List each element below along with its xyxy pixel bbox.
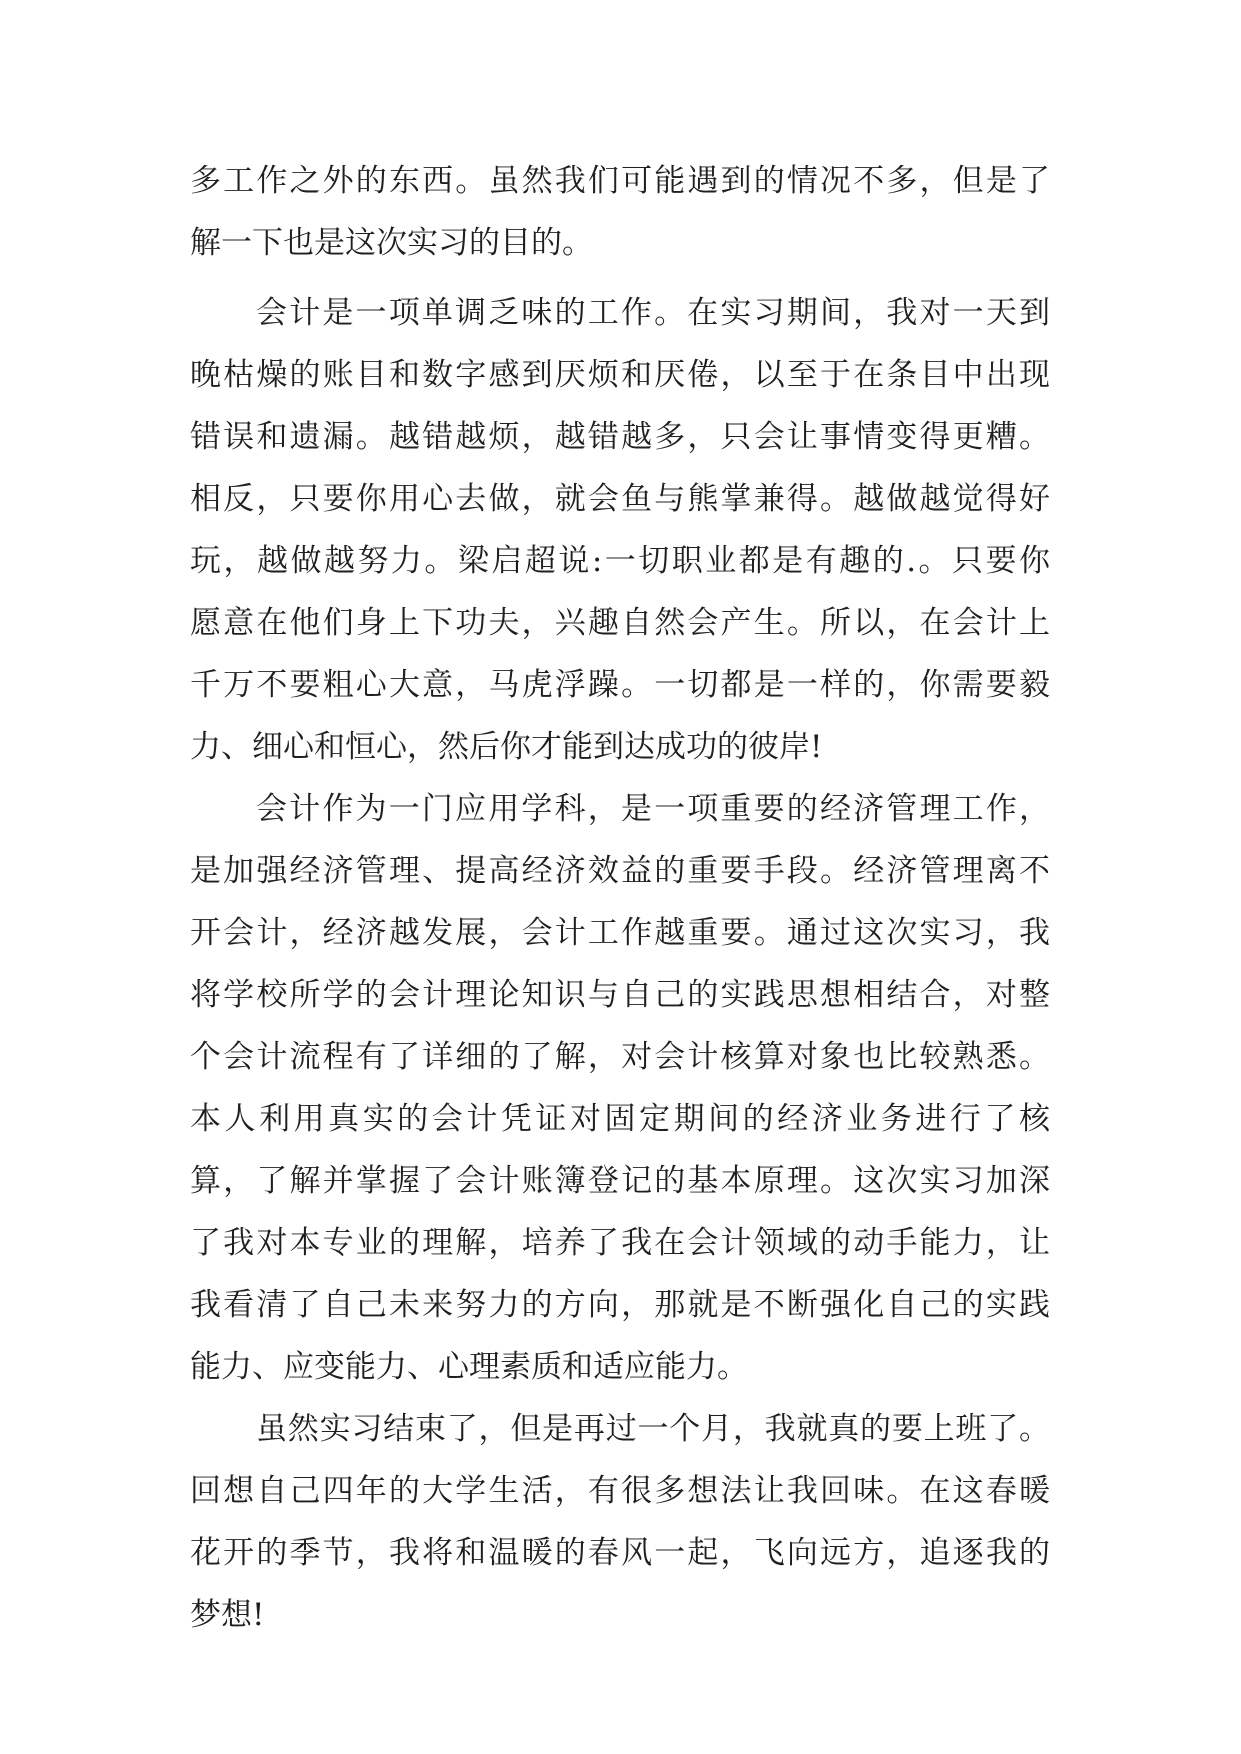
text-line: 个会计流程有了详细的了解，对会计核算对象也比较熟悉。 [190, 1039, 1050, 1075]
text-line: 相反，只要你用心去做，就会鱼与熊掌兼得。越做越觉得好 [190, 481, 1050, 517]
text-line: 回想自己四年的大学生活，有很多想法让我回味。在这春暖 [190, 1473, 1050, 1509]
text-line: 了我对本专业的理解，培养了我在会计领域的动手能力，让 [190, 1225, 1050, 1261]
text-line: 玩，越做越努力。梁启超说:一切职业都是有趣的.。只要你 [190, 543, 1050, 579]
text-line: 解一下也是这次实习的目的。 [190, 225, 593, 261]
text-line: 虽然实习结束了，但是再过一个月，我就真的要上班了。 [256, 1411, 1050, 1447]
text-line: 能力、应变能力、心理素质和适应能力。 [190, 1349, 748, 1385]
text-line: 会计作为一门应用学科，是一项重要的经济管理工作， [256, 791, 1050, 827]
text-line: 花开的季节，我将和温暖的春风一起，飞向远方，追逐我的 [190, 1535, 1050, 1571]
paragraph-1 [190, 150, 1050, 274]
text-line: 梦想! [190, 1597, 265, 1633]
text-line: 我看清了自己未来努力的方向，那就是不断强化自己的实践 [190, 1287, 1050, 1323]
text-line: 是加强经济管理、提高经济效益的重要手段。经济管理离不 [190, 853, 1050, 889]
text-line: 晚枯燥的账目和数字感到厌烦和厌倦，以至于在条目中出现 [190, 357, 1050, 393]
text-line: 力、细心和恒心，然后你才能到达成功的彼岸! [190, 729, 823, 765]
document-body [190, 150, 1050, 1646]
paragraph-3 [190, 778, 1050, 1398]
text-line: 算，了解并掌握了会计账簿登记的基本原理。这次实习加深 [190, 1163, 1050, 1199]
text-line: 多工作之外的东西。虽然我们可能遇到的情况不多，但是了 [190, 163, 1050, 199]
text-line: 将学校所学的会计理论知识与自己的实践思想相结合，对整 [190, 977, 1050, 1013]
paragraph-2 [190, 282, 1050, 778]
text-line: 会计是一项单调乏味的工作。在实习期间，我对一天到 [256, 295, 1050, 331]
text-line: 千万不要粗心大意，马虎浮躁。一切都是一样的，你需要毅 [190, 667, 1050, 703]
text-line: 错误和遗漏。越错越烦，越错越多，只会让事情变得更糟。 [190, 419, 1050, 455]
text-line: 开会计，经济越发展，会计工作越重要。通过这次实习，我 [190, 915, 1050, 951]
paragraph-4 [190, 1398, 1050, 1646]
text-line: 本人利用真实的会计凭证对固定期间的经济业务进行了核 [190, 1101, 1050, 1137]
text-line: 愿意在他们身上下功夫，兴趣自然会产生。所以，在会计上 [190, 605, 1050, 641]
